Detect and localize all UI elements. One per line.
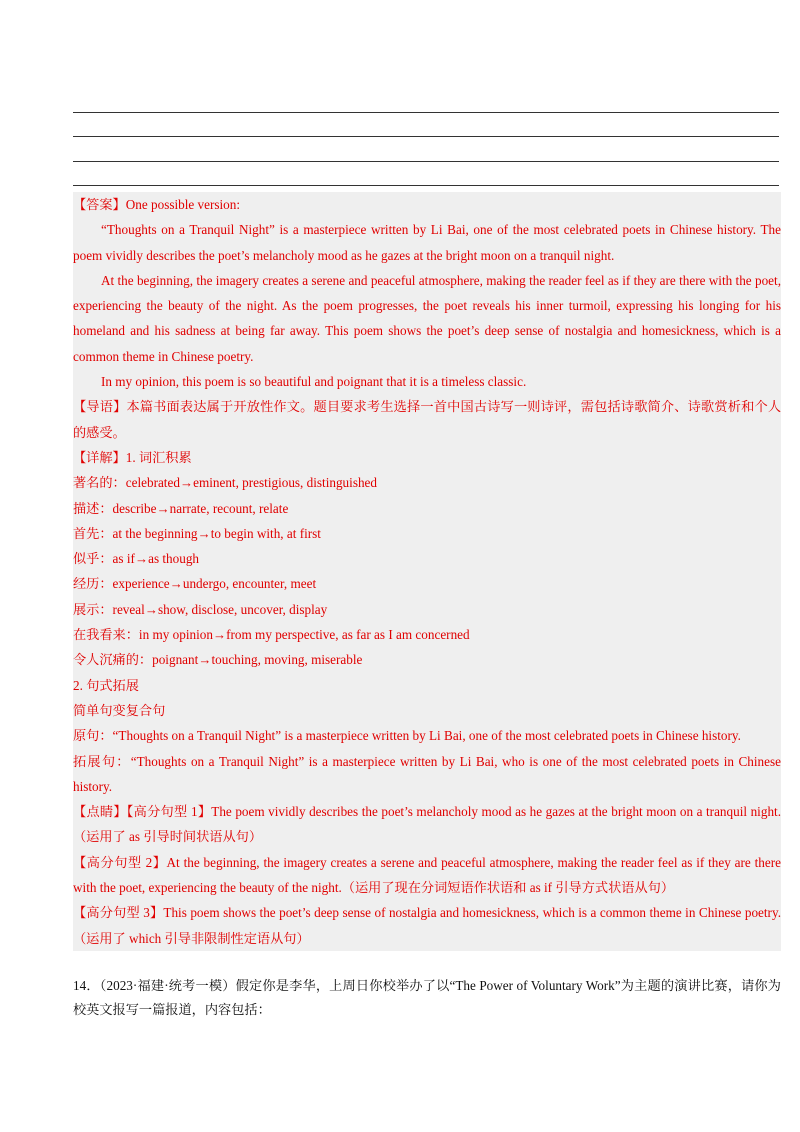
answer-heading: [73, 192, 781, 217]
detail-section-1: 1. 词汇积累: [125, 449, 192, 465]
answer-section: [73, 192, 781, 951]
highlight-item-2: 【高分句型 2】At the beginning, the imagery creates a serene and peaceful atmosphere, making the reader feel as if they are there with the poet, experiencing the beauty of the night.（运用了现在分词短语作状语和 as if 引导方式状语从句）: [73, 854, 781, 896]
vocab-item-3: 首先：at the beginning→to begin with, at first: [73, 525, 321, 541]
detail-label: 【详解】: [73, 449, 126, 465]
answer-paragraph-3: In my opinion, this poem is so beautiful and poignant that it is a timeless classic.: [101, 374, 527, 390]
detail-heading: [73, 445, 781, 470]
answer-label: 【答案】: [73, 197, 126, 212]
highlight-item-1: [73, 799, 781, 850]
vocab-item-2: 描述：describe→narrate, recount, relate: [73, 500, 289, 516]
guide-label: 【导语】: [73, 399, 127, 415]
guide-paragraph: [73, 394, 781, 445]
answer-line-2: [73, 136, 779, 137]
vocab-item-7: 在我看来：in my opinion→from my perspective, as far as I am concerned: [73, 627, 470, 643]
original-sentence: 原句：“Thoughts on a Tranquil Night” is a masterpiece written by Li Bai, one of the most celebrated poets in Chinese history.: [73, 728, 741, 744]
detail-subhead: 简单句变复合句: [73, 702, 166, 718]
answer-line-1: [73, 112, 779, 113]
guide-text: 本篇书面表达属于开放性作文。题目要求考生选择一首中国古诗写一则诗评，需包括诗歌简介、诗歌赏析和个人的感受。: [73, 399, 782, 440]
answer-line-3: [73, 161, 779, 162]
answer-paragraph-1: “Thoughts on a Tranquil Night” is a masterpiece written by Li Bai, one of the most celebrated poets in Chinese history. The poem vividly describes the poet’s melancholy mood as he gazes at the bright moon on a tranquil night.: [73, 222, 781, 263]
vocab-item-5: 经历：experience→undergo, encounter, meet: [73, 576, 317, 592]
expanded-sentence: 拓展句：“Thoughts on a Tranquil Night” is a masterpiece written by Li Bai, who is one of the most celebrated poets in Chinese history.: [73, 753, 781, 794]
vocab-item-1: 著名的：celebrated→eminent, prestigious, distinguished: [73, 475, 377, 491]
question-text: 14．（2023·福建·统考一模）假定你是李华，上周日你校举办了以“The Power of Voluntary Work”为主题的演讲比赛，请你为校英文报写一篇报道，内容包括：: [73, 978, 781, 1017]
highlight-text-1: 【高分句型 1】The poem vividly describes the poet’s melancholy mood as he gazes at the bright moon on a tranquil night.（运用了 as 引导时间状语从句）: [73, 804, 781, 845]
detail-section-2: 2. 句式拓展: [73, 677, 139, 693]
highlight-item-3: 【高分句型 3】This poem shows the poet’s deep sense of nostalgia and homesickness, which is a common theme in Chinese poetry.（运用了 which 引导非限制性定语从句）: [73, 905, 781, 946]
answer-line-4: [73, 185, 779, 186]
answer-intro: One possible version:: [125, 197, 241, 212]
vocab-item-4: 似乎：as if→as though: [73, 551, 200, 567]
question-14: [73, 974, 781, 1022]
vocab-item-6: 展示：reveal→show, disclose, uncover, display: [73, 601, 328, 617]
highlight-label: 【点睛】: [73, 804, 127, 820]
answer-paragraph-2: At the beginning, the imagery creates a serene and peaceful atmosphere, making the reader feel as if they are there with the poet, experiencing the beauty of the night. As the poem progresses, the poet reveals his inner turmoil, expressing his longing for his homeland and his sadness at being far away. This poem shows the poet’s deep sense of nostalgia and homesickness, which is a common theme in Chinese poetry.: [73, 272, 781, 364]
vocab-item-8: 令人沉痛的：poignant→touching, moving, miserable: [73, 652, 363, 668]
